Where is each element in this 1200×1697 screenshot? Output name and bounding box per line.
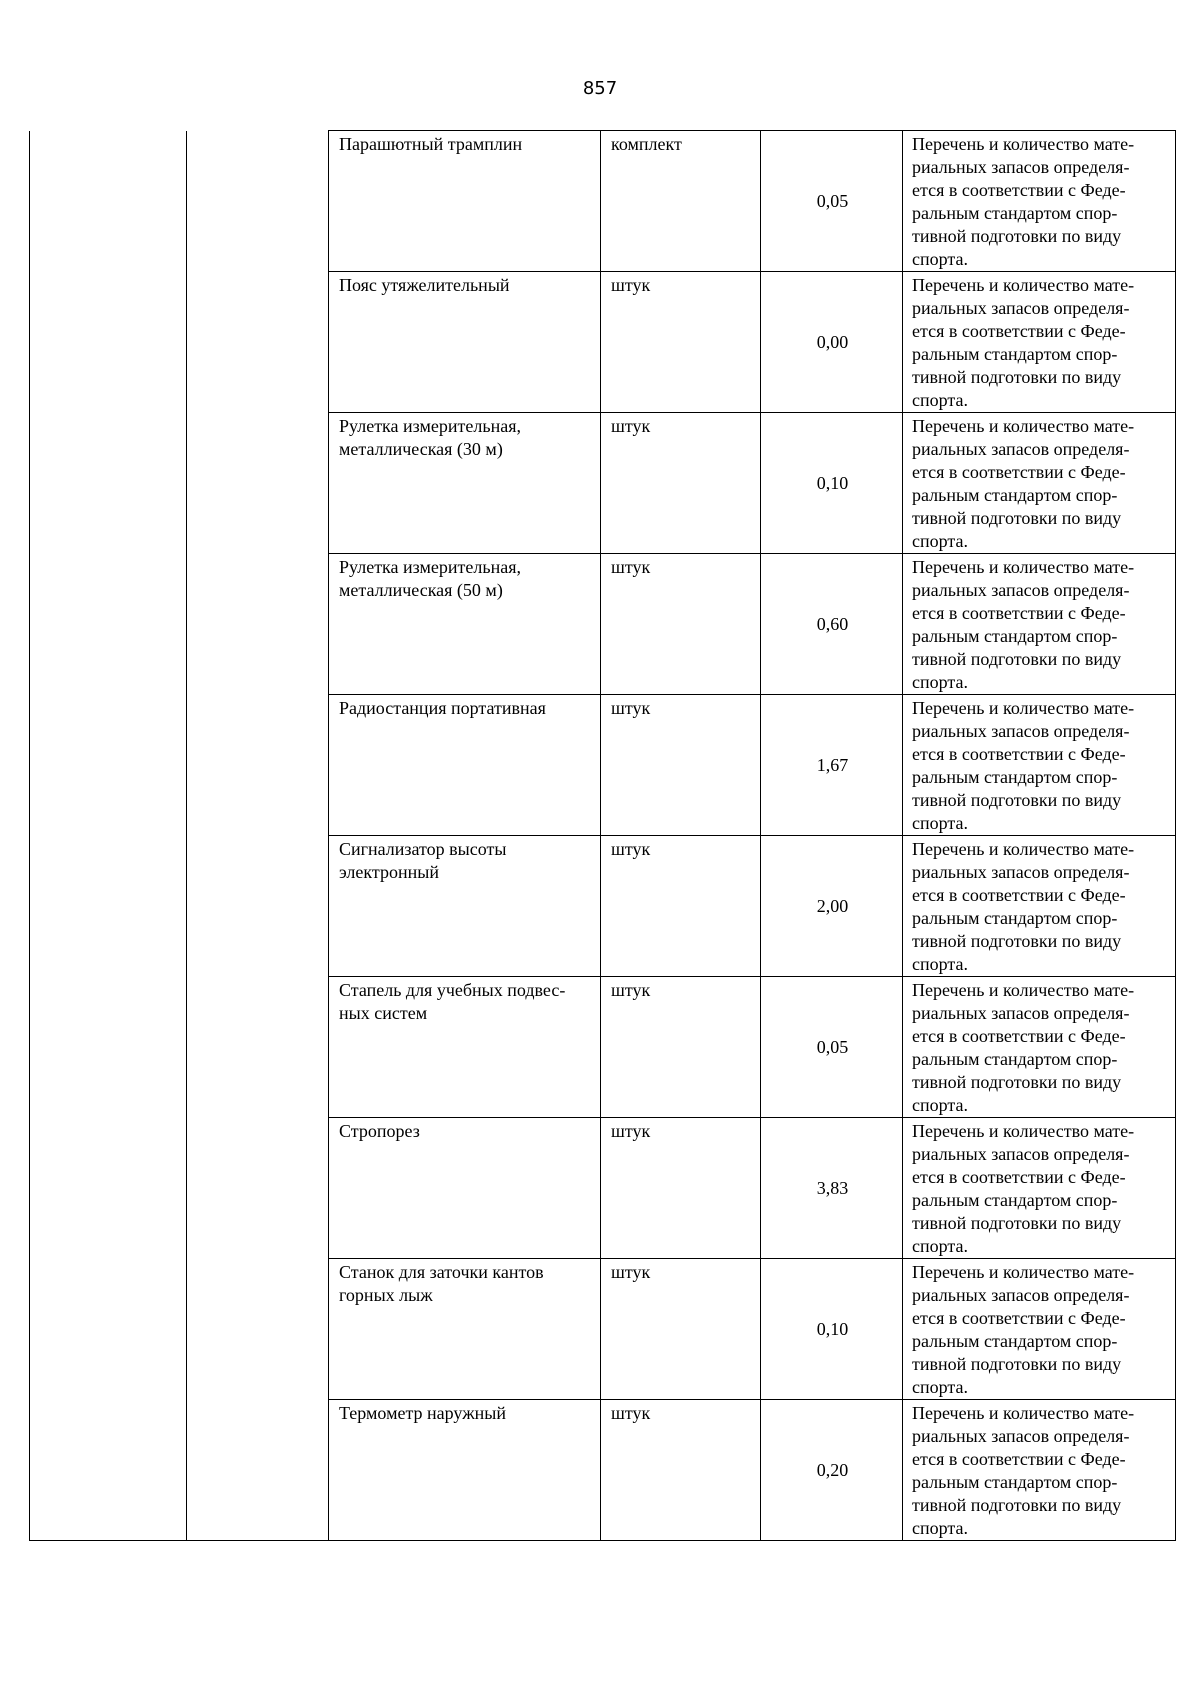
quantity-cell: 0,05 bbox=[761, 131, 903, 272]
note-line: ется в соответствии с Феде- bbox=[912, 1167, 1126, 1187]
unit-cell: штук bbox=[601, 695, 761, 836]
item-name-line: металлическая (30 м) bbox=[339, 439, 503, 459]
empty-cell bbox=[187, 1259, 329, 1400]
note-cell bbox=[903, 1118, 1176, 1259]
note-line: риальных запасов определя- bbox=[912, 721, 1130, 741]
note-line: тивной подготовки по виду bbox=[912, 1213, 1122, 1233]
empty-cell bbox=[187, 977, 329, 1118]
item-name-cell bbox=[329, 413, 601, 554]
item-name-line: Рулетка измерительная, bbox=[339, 557, 521, 577]
note-line: тивной подготовки по виду bbox=[912, 1495, 1122, 1515]
note-cell bbox=[903, 1400, 1176, 1541]
note-line: риальных запасов определя- bbox=[912, 439, 1130, 459]
quantity-cell: 1,67 bbox=[761, 695, 903, 836]
note-cell bbox=[903, 1259, 1176, 1400]
quantity-cell: 0,05 bbox=[761, 977, 903, 1118]
note-line: ральным стандартом спор- bbox=[912, 1331, 1118, 1351]
empty-cell bbox=[187, 836, 329, 977]
table-row bbox=[30, 413, 1176, 554]
table-row bbox=[30, 695, 1176, 836]
note-cell bbox=[903, 554, 1176, 695]
unit-cell: штук bbox=[601, 413, 761, 554]
note-line: ется в соответствии с Феде- bbox=[912, 462, 1126, 482]
note-line: Перечень и количество мате- bbox=[912, 980, 1135, 1000]
unit-cell: штук bbox=[601, 272, 761, 413]
unit-cell: штук bbox=[601, 977, 761, 1118]
unit-cell: штук bbox=[601, 836, 761, 977]
note-line: ральным стандартом спор- bbox=[912, 1049, 1118, 1069]
table-row bbox=[30, 554, 1176, 695]
table-row bbox=[30, 836, 1176, 977]
quantity-cell: 0,60 bbox=[761, 554, 903, 695]
note-line: риальных запасов определя- bbox=[912, 1426, 1130, 1446]
item-name-line: металлическая (50 м) bbox=[339, 580, 503, 600]
quantity-cell: 3,83 bbox=[761, 1118, 903, 1259]
item-name-line: Парашютный трамплин bbox=[339, 134, 523, 154]
note-line: риальных запасов определя- bbox=[912, 862, 1130, 882]
item-name-cell bbox=[329, 695, 601, 836]
note-line: спорта. bbox=[912, 249, 968, 269]
note-line: Перечень и количество мате- bbox=[912, 1121, 1135, 1141]
note-line: ется в соответствии с Феде- bbox=[912, 885, 1126, 905]
empty-cell bbox=[30, 272, 187, 413]
note-line: тивной подготовки по виду bbox=[912, 367, 1122, 387]
item-name-line: ных систем bbox=[339, 1003, 428, 1023]
unit-cell: штук bbox=[601, 1400, 761, 1541]
unit-cell: штук bbox=[601, 1118, 761, 1259]
unit-cell: штук bbox=[601, 554, 761, 695]
note-cell bbox=[903, 413, 1176, 554]
note-line: ральным стандартом спор- bbox=[912, 626, 1118, 646]
empty-cell bbox=[187, 272, 329, 413]
item-name-line: Стропорез bbox=[339, 1121, 420, 1141]
item-name-line: электронный bbox=[339, 862, 439, 882]
page-number: 857 bbox=[582, 78, 618, 99]
note-line: спорта. bbox=[912, 390, 968, 410]
note-line: Перечень и количество мате- bbox=[912, 275, 1135, 295]
empty-cell bbox=[30, 413, 187, 554]
item-name-line: Станок для заточки кантов bbox=[339, 1262, 544, 1282]
note-line: Перечень и количество мате- bbox=[912, 839, 1135, 859]
empty-cell bbox=[30, 554, 187, 695]
note-line: Перечень и количество мате- bbox=[912, 698, 1135, 718]
note-line: риальных запасов определя- bbox=[912, 580, 1130, 600]
equipment-table-body bbox=[30, 131, 1176, 1541]
item-name-line: горных лыж bbox=[339, 1285, 433, 1305]
item-name-cell bbox=[329, 1259, 601, 1400]
note-line: спорта. bbox=[912, 954, 968, 974]
note-line: ется в соответствии с Феде- bbox=[912, 180, 1126, 200]
note-line: спорта. bbox=[912, 1236, 968, 1256]
item-name-cell bbox=[329, 131, 601, 272]
note-line: ральным стандартом спор- bbox=[912, 767, 1118, 787]
note-line: тивной подготовки по виду bbox=[912, 790, 1122, 810]
item-name-line: Стапель для учебных подвес- bbox=[339, 980, 566, 1000]
empty-cell bbox=[187, 554, 329, 695]
note-line: ральным стандартом спор- bbox=[912, 908, 1118, 928]
note-line: ется в соответствии с Феде- bbox=[912, 1449, 1126, 1469]
empty-cell bbox=[187, 413, 329, 554]
item-name-cell bbox=[329, 977, 601, 1118]
table-row bbox=[30, 1118, 1176, 1259]
unit-cell: комплект bbox=[601, 131, 761, 272]
note-line: ется в соответствии с Феде- bbox=[912, 603, 1126, 623]
table-row bbox=[30, 131, 1176, 272]
note-cell bbox=[903, 131, 1176, 272]
note-line: тивной подготовки по виду bbox=[912, 1354, 1122, 1374]
empty-cell bbox=[187, 1400, 329, 1541]
empty-cell bbox=[187, 131, 329, 272]
note-line: Перечень и количество мате- bbox=[912, 1403, 1135, 1423]
empty-cell bbox=[30, 695, 187, 836]
equipment-table bbox=[29, 130, 1176, 1541]
empty-cell bbox=[30, 1400, 187, 1541]
note-line: ется в соответствии с Феде- bbox=[912, 321, 1126, 341]
note-line: риальных запасов определя- bbox=[912, 1144, 1130, 1164]
note-line: риальных запасов определя- bbox=[912, 157, 1130, 177]
note-line: тивной подготовки по виду bbox=[912, 226, 1122, 246]
note-line: ется в соответствии с Феде- bbox=[912, 1026, 1126, 1046]
item-name-line: Радиостанция портативная bbox=[339, 698, 546, 718]
quantity-cell: 0,00 bbox=[761, 272, 903, 413]
empty-cell bbox=[30, 1259, 187, 1400]
note-line: риальных запасов определя- bbox=[912, 298, 1130, 318]
empty-cell bbox=[187, 1118, 329, 1259]
item-name-cell bbox=[329, 1118, 601, 1259]
note-line: тивной подготовки по виду bbox=[912, 931, 1122, 951]
note-line: ральным стандартом спор- bbox=[912, 344, 1118, 364]
empty-cell bbox=[30, 977, 187, 1118]
note-line: спорта. bbox=[912, 813, 968, 833]
quantity-cell: 0,20 bbox=[761, 1400, 903, 1541]
item-name-cell bbox=[329, 554, 601, 695]
note-line: Перечень и количество мате- bbox=[912, 134, 1135, 154]
table-row bbox=[30, 977, 1176, 1118]
empty-cell bbox=[30, 836, 187, 977]
note-cell bbox=[903, 272, 1176, 413]
item-name-cell bbox=[329, 836, 601, 977]
note-line: ральным стандартом спор- bbox=[912, 1472, 1118, 1492]
note-line: риальных запасов определя- bbox=[912, 1003, 1130, 1023]
empty-cell bbox=[30, 1118, 187, 1259]
note-line: тивной подготовки по виду bbox=[912, 508, 1122, 528]
note-line: спорта. bbox=[912, 672, 968, 692]
note-line: спорта. bbox=[912, 1518, 968, 1538]
note-line: ральным стандартом спор- bbox=[912, 485, 1118, 505]
item-name-line: Сигнализатор высоты bbox=[339, 839, 507, 859]
item-name-cell bbox=[329, 1400, 601, 1541]
note-line: Перечень и количество мате- bbox=[912, 1262, 1135, 1282]
empty-cell bbox=[30, 131, 187, 272]
note-line: спорта. bbox=[912, 1377, 968, 1397]
note-line: ральным стандартом спор- bbox=[912, 203, 1118, 223]
note-line: ральным стандартом спор- bbox=[912, 1190, 1118, 1210]
note-line: спорта. bbox=[912, 531, 968, 551]
note-line: ется в соответствии с Феде- bbox=[912, 1308, 1126, 1328]
item-name-cell bbox=[329, 272, 601, 413]
note-line: Перечень и количество мате- bbox=[912, 557, 1135, 577]
empty-cell bbox=[187, 695, 329, 836]
note-cell bbox=[903, 836, 1176, 977]
note-cell bbox=[903, 977, 1176, 1118]
item-name-line: Рулетка измерительная, bbox=[339, 416, 521, 436]
unit-cell: штук bbox=[601, 1259, 761, 1400]
quantity-cell: 0,10 bbox=[761, 1259, 903, 1400]
item-name-line: Термометр наружный bbox=[339, 1403, 506, 1423]
note-cell bbox=[903, 695, 1176, 836]
table-row bbox=[30, 272, 1176, 413]
item-name-line: Пояс утяжелительный bbox=[339, 275, 510, 295]
table-row bbox=[30, 1400, 1176, 1541]
note-line: тивной подготовки по виду bbox=[912, 1072, 1122, 1092]
quantity-cell: 2,00 bbox=[761, 836, 903, 977]
note-line: спорта. bbox=[912, 1095, 968, 1115]
note-line: Перечень и количество мате- bbox=[912, 416, 1135, 436]
note-line: ется в соответствии с Феде- bbox=[912, 744, 1126, 764]
note-line: риальных запасов определя- bbox=[912, 1285, 1130, 1305]
note-line: тивной подготовки по виду bbox=[912, 649, 1122, 669]
table-row bbox=[30, 1259, 1176, 1400]
quantity-cell: 0,10 bbox=[761, 413, 903, 554]
